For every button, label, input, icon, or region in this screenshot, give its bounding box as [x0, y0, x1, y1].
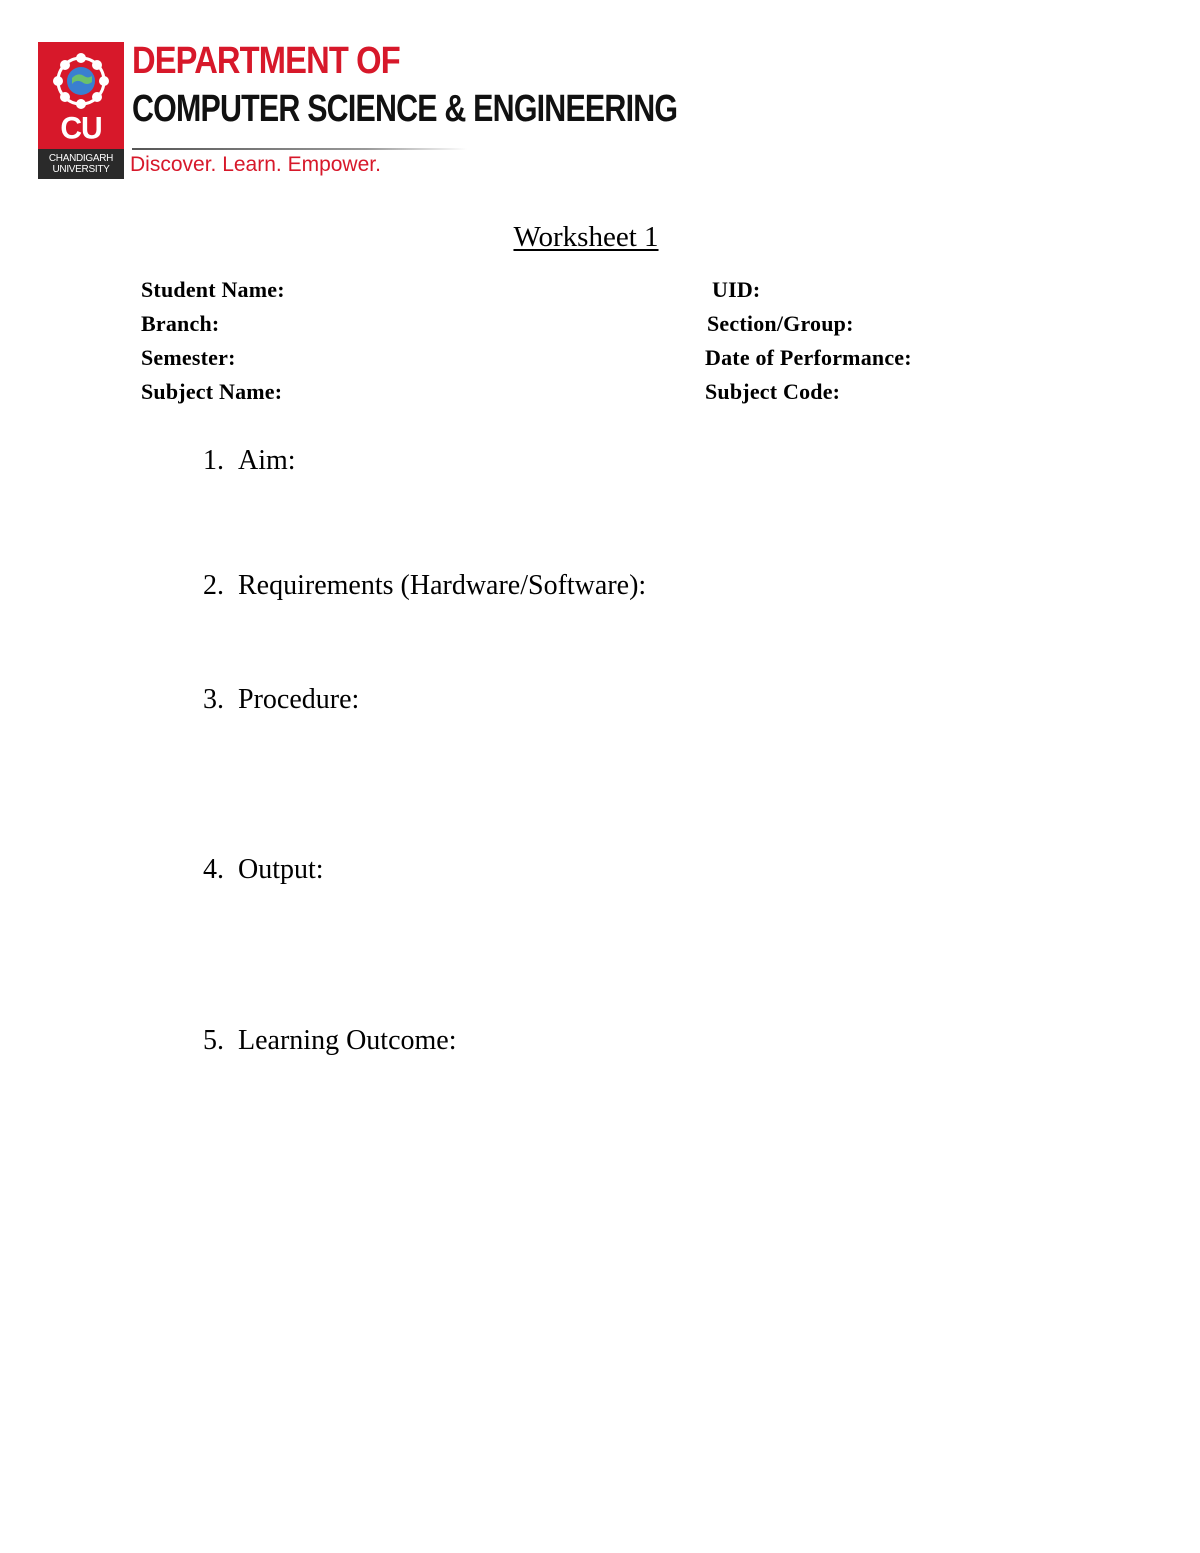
subject-code-label: Subject Code:: [705, 379, 841, 404]
semester-label: Semester:: [141, 345, 236, 370]
logo-abbrev: CU: [60, 111, 102, 146]
worksheet-title: Worksheet 1: [513, 221, 659, 253]
section-aim: 1. Aim:: [203, 445, 296, 476]
section-heading: Output:: [238, 854, 324, 885]
date-of-performance-label: Date of Performance:: [705, 345, 912, 370]
header-divider: [132, 148, 467, 150]
logo-university-name: CHANDIGARH UNIVERSITY: [38, 149, 124, 179]
department-title-line2: COMPUTER SCIENCE & ENGINEERING: [132, 88, 678, 130]
uid-label: UID:: [712, 277, 761, 302]
tagline: Discover. Learn. Empower.: [130, 153, 381, 176]
branch-label: Branch:: [141, 311, 220, 336]
student-name-label: Student Name:: [141, 277, 285, 302]
section-heading: Aim:: [238, 445, 296, 476]
section-output: 4. Output:: [203, 854, 324, 885]
university-logo: [38, 42, 124, 179]
section-requirements: 2. Requirements (Hardware/Software):: [203, 570, 647, 601]
section-heading: Procedure:: [238, 684, 360, 715]
department-title-line1: DEPARTMENT OF: [132, 40, 400, 82]
section-group-label: Section/Group:: [707, 311, 854, 336]
globe-emblem-icon: [48, 48, 114, 114]
department-header: [38, 40, 738, 182]
section-heading: Learning Outcome:: [238, 1025, 457, 1056]
section-heading: Requirements (Hardware/Software):: [238, 570, 647, 601]
section-learning-outcome: 5. Learning Outcome:: [203, 1025, 457, 1056]
section-procedure: 3. Procedure:: [203, 684, 360, 715]
subject-name-label: Subject Name:: [141, 379, 283, 404]
